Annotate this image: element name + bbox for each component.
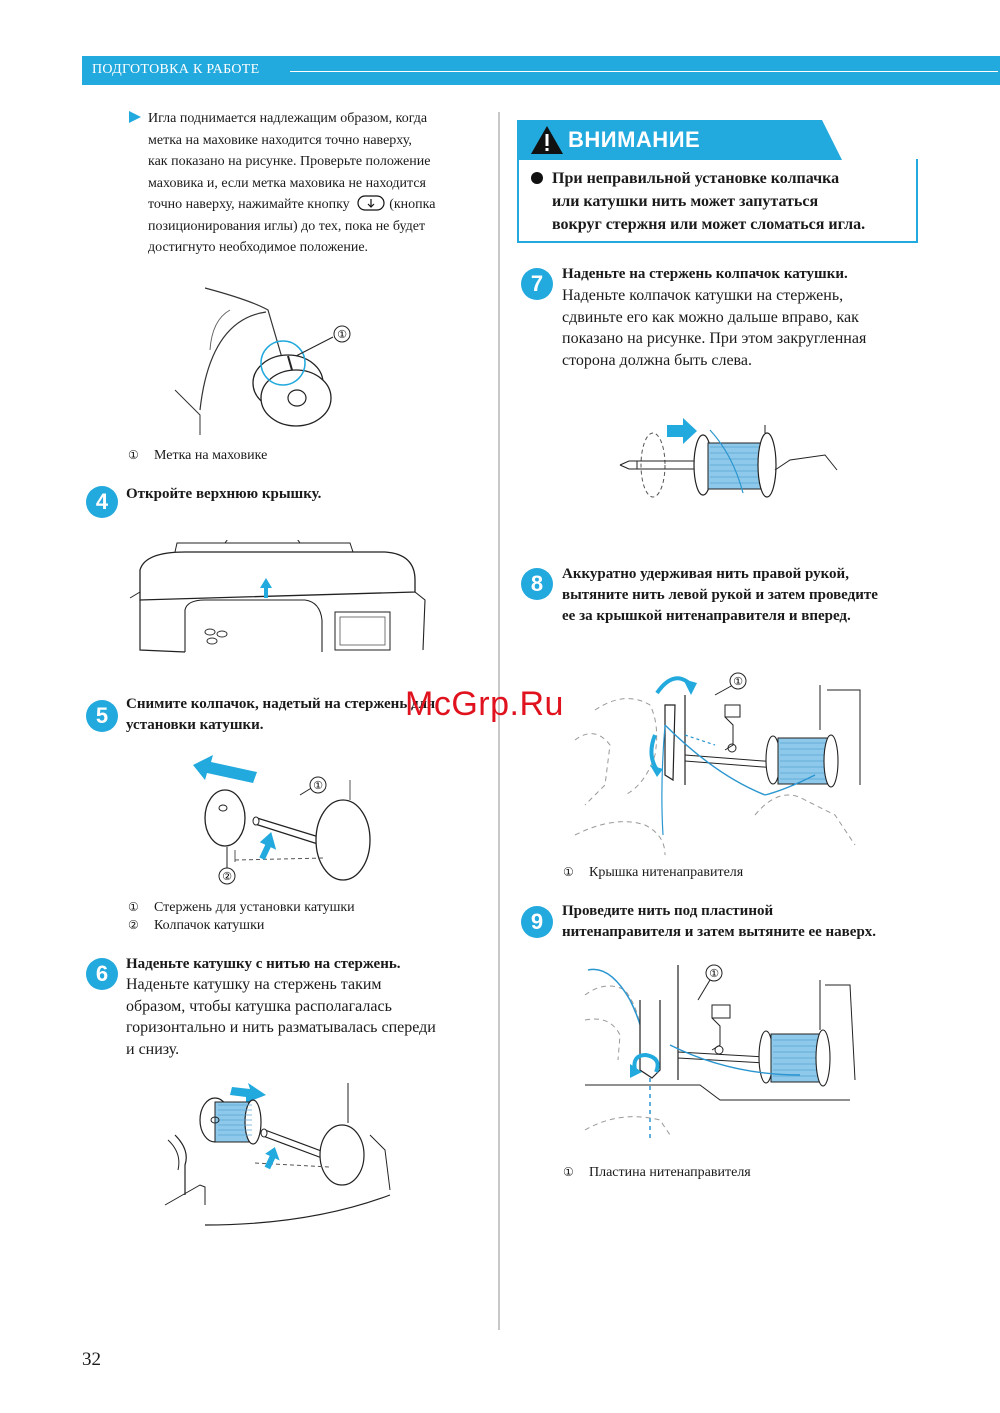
caption-text: Метка на маховике (154, 448, 268, 463)
callout-label: ② (222, 870, 232, 883)
step-title-line: Снимите колпачок, надетый на стержень для (126, 696, 436, 712)
caption-thread-guide-cover (563, 863, 743, 882)
warning-text (552, 167, 917, 236)
caption-spool-pin (128, 898, 355, 917)
watermark: McGrp.Ru (405, 685, 564, 723)
step-number-badge: 5 (86, 700, 118, 732)
step-title-line: Аккуратно удерживая нить правой рукой, (562, 566, 849, 582)
intro-line: как показано на рисунке. Проверьте положение (148, 154, 431, 169)
intro-line-part: точно наверху, нажимайте кнопку (148, 197, 350, 212)
caption-number: ① (563, 1165, 574, 1179)
warning-title: ВНИМАНИЕ (568, 127, 701, 152)
step-body-line: показано на рисунке. При этом закругленная (562, 330, 867, 347)
thread-guide-plate-illustration (580, 960, 860, 1160)
caption-thread-guide-plate (563, 1163, 751, 1182)
step-title: Наденьте на стержень колпачок катушки. (562, 266, 848, 282)
intro-line (148, 194, 488, 216)
caption-number: ① (128, 900, 139, 914)
triangle-bullet-icon (128, 110, 142, 124)
caption-text: Стержень для установки катушки (154, 900, 355, 915)
step-title-line: вытяните нить левой рукой и затем проведите (562, 587, 878, 603)
step-number-badge: 8 (521, 568, 553, 600)
step-title (562, 901, 876, 943)
callout-label: ① (313, 779, 323, 792)
remove-spool-cap-illustration (185, 750, 385, 895)
callout-label: ① (337, 328, 347, 341)
step-title (126, 694, 435, 736)
step-body (562, 285, 942, 371)
step-body-line: сторона должна быть слева. (562, 351, 752, 369)
caption-text: Колпачок катушки (154, 918, 265, 933)
intro-line: достигнуто необходимое положение. (148, 240, 369, 255)
intro-line: маховика и, если метка маховика не находится (148, 175, 426, 191)
intro-line: Игла поднимается надлежащим образом, когда (148, 111, 428, 126)
needle-position-button-icon (356, 194, 386, 212)
intro-line: позиционирования иглы) до тех, пока не будет (148, 218, 426, 234)
step-number-badge: 6 (86, 958, 118, 990)
step-title-line: Проведите нить под пластиной (562, 903, 774, 919)
place-spool-cap-illustration (615, 415, 840, 505)
step-number-badge: 4 (86, 486, 118, 518)
step-body-line: Наденьте колпачок катушки на стержень, (562, 287, 844, 304)
intro-line: метка на маховике находится точно наверху, (148, 132, 412, 148)
place-spool-illustration (160, 1075, 405, 1235)
callout-label: ① (709, 967, 719, 980)
step-body-line: и снизу. (126, 1040, 180, 1058)
warning-line: вокруг стержня или может сломаться игла. (552, 216, 866, 233)
caption-number: ② (128, 918, 139, 932)
page-section-title: ПОДГОТОВКА К РАБОТЕ (92, 62, 260, 77)
intro-paragraph (148, 108, 488, 259)
step-body-line: Наденьте катушку на стержень таким (126, 976, 382, 993)
intro-line-part: (кнопка (389, 197, 436, 212)
step-body-line: образом, чтобы катушка располагалась (126, 997, 392, 1015)
caption-text: Пластина нитенаправителя (589, 1165, 751, 1180)
step-number-badge: 9 (521, 906, 553, 938)
step-number-badge: 7 (521, 268, 553, 300)
caption-handwheel-mark (128, 446, 267, 465)
caption-spool-cap (128, 916, 264, 935)
warning-line: При неправильной установке колпачка (552, 170, 840, 187)
step-body (126, 974, 486, 1060)
caption-number: ① (563, 865, 574, 879)
handwheel-illustration (170, 280, 370, 440)
bullet-icon (531, 172, 543, 184)
caption-text: Крышка нитенаправителя (589, 865, 744, 880)
thread-guide-cover-illustration (565, 665, 865, 860)
step-body-line: сдвиньте его как можно дальше вправо, как (562, 308, 859, 326)
page-number: 32 (82, 1349, 101, 1370)
step-title-line: установки катушки. (126, 717, 264, 733)
step-title: Откройте верхнюю крышку. (126, 486, 322, 502)
step-body-line: горизонтально и нить разматывалась спереди (126, 1019, 436, 1036)
warning-line: или катушки нить может запутаться (552, 193, 819, 210)
step-title-line: ее за крышкой нитенаправителя и вперед. (562, 608, 851, 624)
header-rule (290, 71, 998, 72)
step-title (562, 564, 878, 627)
step-title: Наденьте катушку с нитью на стержень. (126, 956, 401, 972)
caption-number: ① (128, 448, 139, 462)
callout-label: ① (733, 675, 743, 688)
open-top-cover-illustration (125, 540, 435, 665)
step-title-line: нитенаправителя и затем вытяните ее наверх. (562, 924, 877, 940)
